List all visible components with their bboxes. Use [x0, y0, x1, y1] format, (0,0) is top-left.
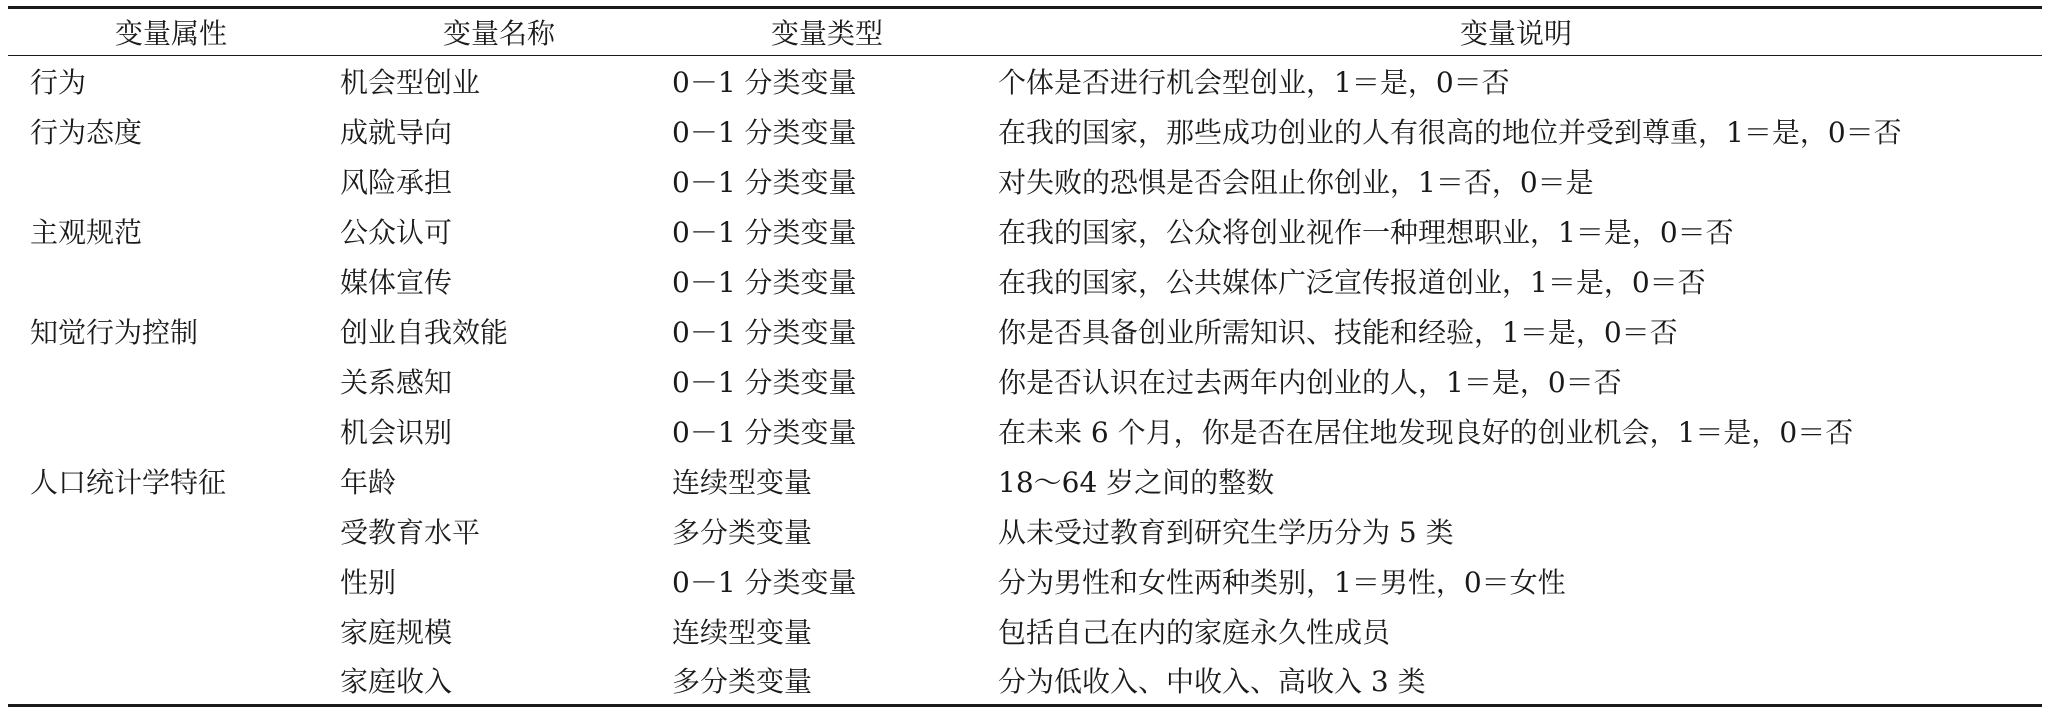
cell-description: 在我的国家，那些成功创业的人有很高的地位并受到尊重，1＝是，0＝否 [998, 116, 1902, 149]
cell-description: 分为低收入、中收入、高收入 3 类 [998, 665, 1426, 698]
cell-attribute: 主观规范 [30, 216, 143, 249]
table-row [8, 406, 2042, 456]
header-name: 变量名称 [442, 17, 555, 50]
cell-name: 年龄 [340, 466, 397, 499]
variable-table-container [8, 6, 2042, 707]
cell-description: 你是否认识在过去两年内创业的人，1＝是，0＝否 [998, 366, 1622, 399]
cell-type: 0－1 分类变量 [672, 366, 857, 399]
table-row [8, 206, 2042, 256]
cell-name: 机会识别 [340, 416, 453, 449]
cell-name: 成就导向 [340, 116, 453, 149]
table-row [8, 506, 2042, 556]
cell-description: 包括自己在内的家庭永久性成员 [998, 616, 1391, 649]
cell-type: 0－1 分类变量 [672, 566, 857, 599]
cell-name: 机会型创业 [340, 66, 481, 99]
cell-type: 连续型变量 [672, 616, 813, 649]
cell-description: 分为男性和女性两种类别，1＝男性，0＝女性 [998, 566, 1566, 599]
cell-description: 你是否具备创业所需知识、技能和经验，1＝是，0＝否 [998, 316, 1678, 349]
table-row [8, 256, 2042, 306]
table-header [8, 8, 2042, 56]
cell-name: 性别 [340, 566, 397, 599]
table-row [8, 156, 2042, 206]
cell-description: 在我的国家，公共媒体广泛宣传报道创业，1＝是，0＝否 [998, 266, 1706, 299]
header-attribute: 变量属性 [114, 17, 227, 50]
cell-name: 创业自我效能 [340, 316, 509, 349]
header-description: 变量说明 [1459, 17, 1572, 50]
cell-attribute: 行为态度 [30, 116, 143, 149]
cell-name: 家庭收入 [340, 665, 453, 698]
cell-type: 多分类变量 [672, 665, 813, 698]
table-row [8, 606, 2042, 656]
cell-attribute [8, 156, 334, 206]
variable-table [8, 6, 2042, 707]
table-row [8, 306, 2042, 356]
table-row [8, 106, 2042, 156]
cell-type: 0－1 分类变量 [672, 316, 857, 349]
cell-type: 0－1 分类变量 [672, 116, 857, 149]
cell-type: 0－1 分类变量 [672, 416, 857, 449]
table-row [8, 656, 2042, 706]
cell-name: 媒体宣传 [340, 266, 453, 299]
header-row [8, 8, 2042, 56]
cell-description: 个体是否进行机会型创业，1＝是，0＝否 [998, 66, 1510, 99]
cell-description: 在我的国家，公众将创业视作一种理想职业，1＝是，0＝否 [998, 216, 1734, 249]
cell-attribute [8, 356, 334, 406]
cell-attribute [8, 556, 334, 606]
cell-description: 对失败的恐惧是否会阻止你创业，1＝否，0＝是 [998, 166, 1594, 199]
cell-attribute [8, 406, 334, 456]
cell-name: 家庭规模 [340, 616, 453, 649]
table-row [8, 356, 2042, 406]
cell-attribute [8, 606, 334, 656]
cell-name: 受教育水平 [340, 516, 481, 549]
cell-attribute: 人口统计学特征 [30, 466, 227, 499]
cell-attribute [8, 656, 334, 706]
cell-type: 0－1 分类变量 [672, 216, 857, 249]
table-row [8, 56, 2042, 107]
header-type: 变量类型 [770, 17, 883, 50]
cell-type: 0－1 分类变量 [672, 66, 857, 99]
cell-name: 关系感知 [340, 366, 453, 399]
cell-type: 0－1 分类变量 [672, 266, 857, 299]
cell-description: 18～64 岁之间的整数 [998, 466, 1275, 499]
table-row [8, 456, 2042, 506]
cell-type: 多分类变量 [672, 516, 813, 549]
cell-type: 0－1 分类变量 [672, 166, 857, 199]
cell-type: 连续型变量 [672, 466, 813, 499]
cell-name: 风险承担 [340, 166, 453, 199]
cell-name: 公众认可 [340, 216, 453, 249]
cell-attribute [8, 256, 334, 306]
table-row [8, 556, 2042, 606]
cell-description: 在未来 6 个月，你是否在居住地发现良好的创业机会，1＝是，0＝否 [998, 416, 1854, 449]
cell-attribute: 行为 [30, 66, 87, 99]
cell-attribute [8, 506, 334, 556]
cell-description: 从未受过教育到研究生学历分为 5 类 [998, 516, 1454, 549]
table-body [8, 56, 2042, 706]
cell-attribute: 知觉行为控制 [30, 316, 199, 349]
